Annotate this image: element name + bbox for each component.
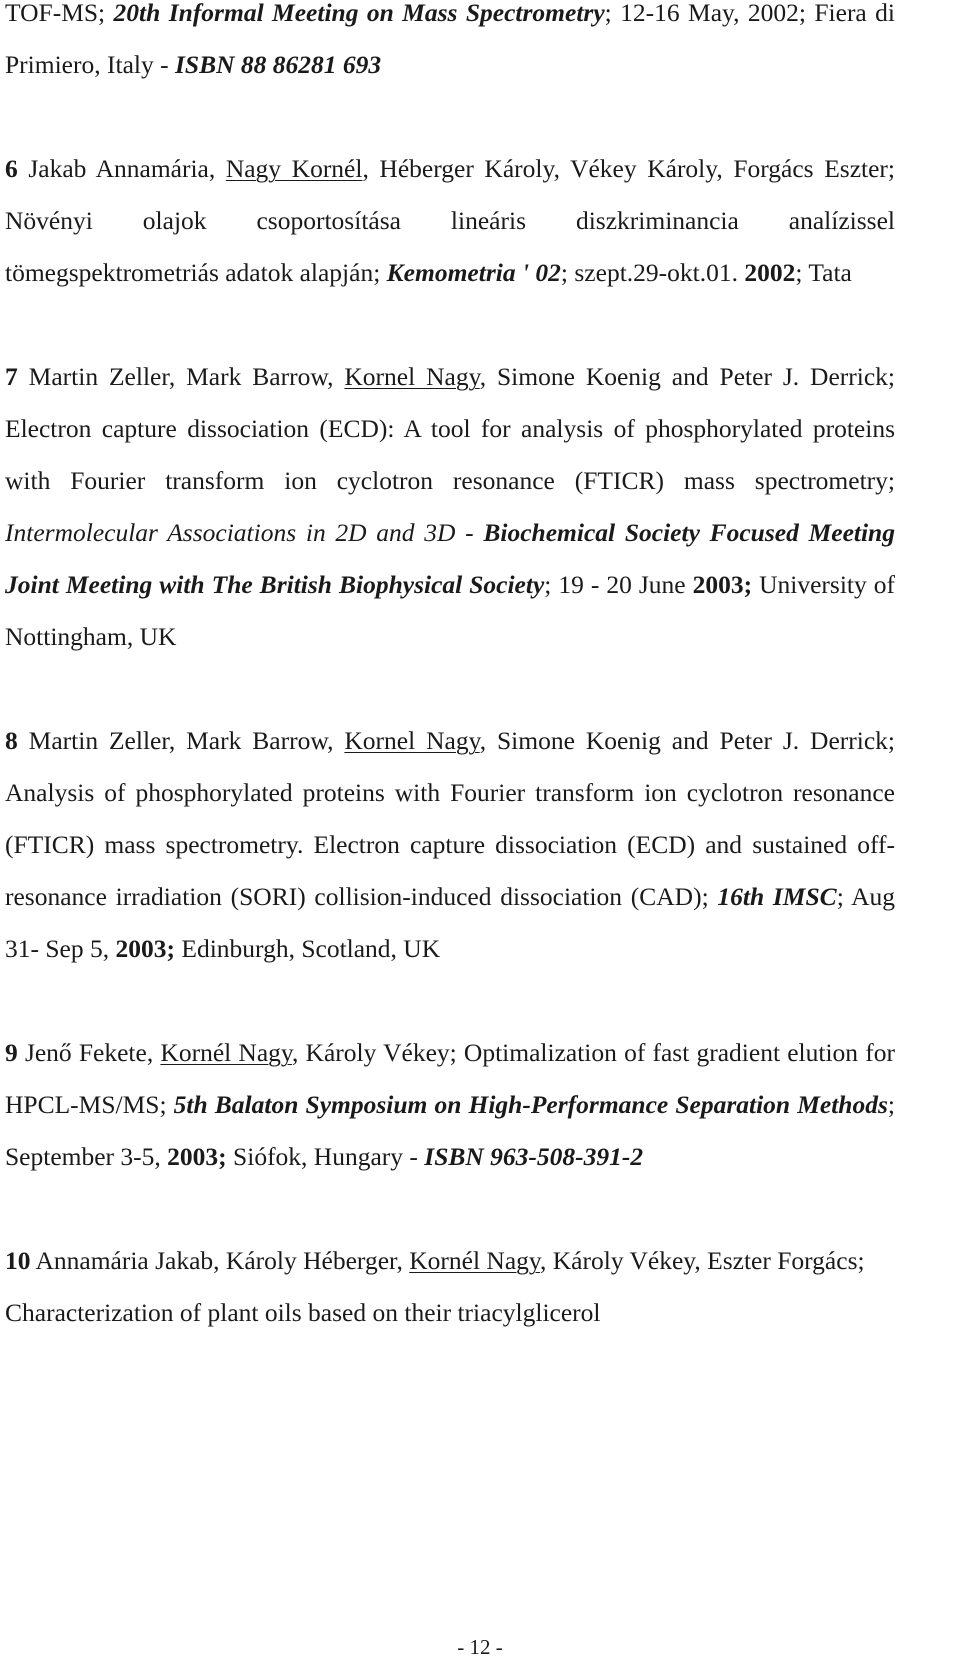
publication-entry-8	[5, 715, 895, 975]
conference-title: 20th Informal Meeting on Mass Spectrometry	[113, 0, 605, 27]
entry-text: Edinburgh, Scotland, UK	[175, 934, 441, 963]
entry-number: 7	[5, 362, 18, 391]
entry-text: University of Nottingham, UK	[5, 570, 895, 651]
entry-text: ; September 3-5,	[5, 1090, 895, 1171]
publication-entry-5-continued	[5, 0, 895, 91]
author-self: Kornel Nagy	[344, 362, 480, 391]
entry-number: 6	[5, 154, 18, 183]
isbn: ISBN 88 86281 693	[174, 50, 382, 79]
entry-text: Siófok, Hungary -	[226, 1142, 425, 1171]
entry-number: 10	[5, 1246, 31, 1275]
entry-text: Jenő Fekete,	[17, 1038, 161, 1067]
entry-text: ; Tata	[795, 258, 852, 287]
entry-text: TOF-MS;	[5, 0, 114, 27]
publication-entry-7	[5, 351, 895, 663]
conference-title: Kemometria ' 02	[386, 258, 561, 287]
publication-entry-6	[5, 143, 895, 299]
entry-text: ; szept.29-okt.01.	[560, 258, 745, 287]
publication-entry-10	[5, 1235, 895, 1339]
entry-year: 2002	[744, 258, 796, 287]
isbn: ISBN 963-508-391-2	[424, 1142, 644, 1171]
entry-text: , Héberger Károly, Vékey Károly, Forgács Eszter; Növényi olajok csoportosítása lineáris diszkriminancia analízissel tömegspektrometriás adatok alapján;	[5, 154, 895, 287]
conference-title: 5th Balaton Symposium on High-Performance Separation Methods	[173, 1090, 888, 1119]
entry-year: 2003;	[167, 1142, 227, 1171]
document-page	[5, 0, 895, 1339]
entry-text: ; 19 - 20 June	[544, 570, 693, 599]
entry-year: 2003;	[115, 934, 175, 963]
entry-text: , Károly Vékey, Eszter Forgács; Characterization of plant oils based on their triacylglicerol	[5, 1246, 865, 1327]
publication-entry-9	[5, 1027, 895, 1183]
conference-title: Biochemical Society Focused Meeting Joint Meeting with The British Biophysical Society	[5, 518, 895, 599]
page-number: - 12 -	[457, 1635, 503, 1659]
author-self: Kornel Nagy	[344, 726, 480, 755]
author-self: Kornél Nagy	[160, 1038, 292, 1067]
author-self: Nagy Kornél	[225, 154, 363, 183]
conference-subtitle: Intermolecular Associations in 2D and 3D -	[5, 518, 484, 547]
entry-text: , Károly Vékey; Optimalization of fast gradient elution for HPCL-MS/MS;	[5, 1038, 895, 1119]
entry-text: ; Aug 31- Sep 5,	[5, 882, 896, 963]
entry-text: Jakab Annamária,	[17, 154, 226, 183]
entry-text: Martin Zeller, Mark Barrow,	[17, 726, 345, 755]
conference-title: 16th IMSC	[717, 882, 837, 911]
author-self: Kornél Nagy	[409, 1246, 541, 1275]
entry-year: 2003;	[692, 570, 753, 599]
entry-number: 9	[5, 1038, 18, 1067]
entry-text: Annamária Jakab, Károly Héberger,	[30, 1246, 410, 1275]
entry-text: , Simone Koenig and Peter J. Derrick; Electron capture dissociation (ECD): A tool for analysis of phosphorylated proteins with Fourier transform ion cyclotron resonance (FTICR) mass spectrometry;	[5, 362, 896, 495]
entry-text: ; 12-16 May, 2002; Fiera di Primiero, Italy -	[5, 0, 895, 79]
entry-number: 8	[5, 726, 18, 755]
entry-text: , Simone Koenig and Peter J. Derrick; Analysis of phosphorylated proteins with Fourier transform ion cyclotron resonance (FTICR) mass spectrometry. Electron capture dissociation (ECD) and sustained off-resonance irradiation (SORI) collision-induced dissociation (CAD);	[5, 726, 896, 911]
entry-text: Martin Zeller, Mark Barrow,	[17, 362, 345, 391]
